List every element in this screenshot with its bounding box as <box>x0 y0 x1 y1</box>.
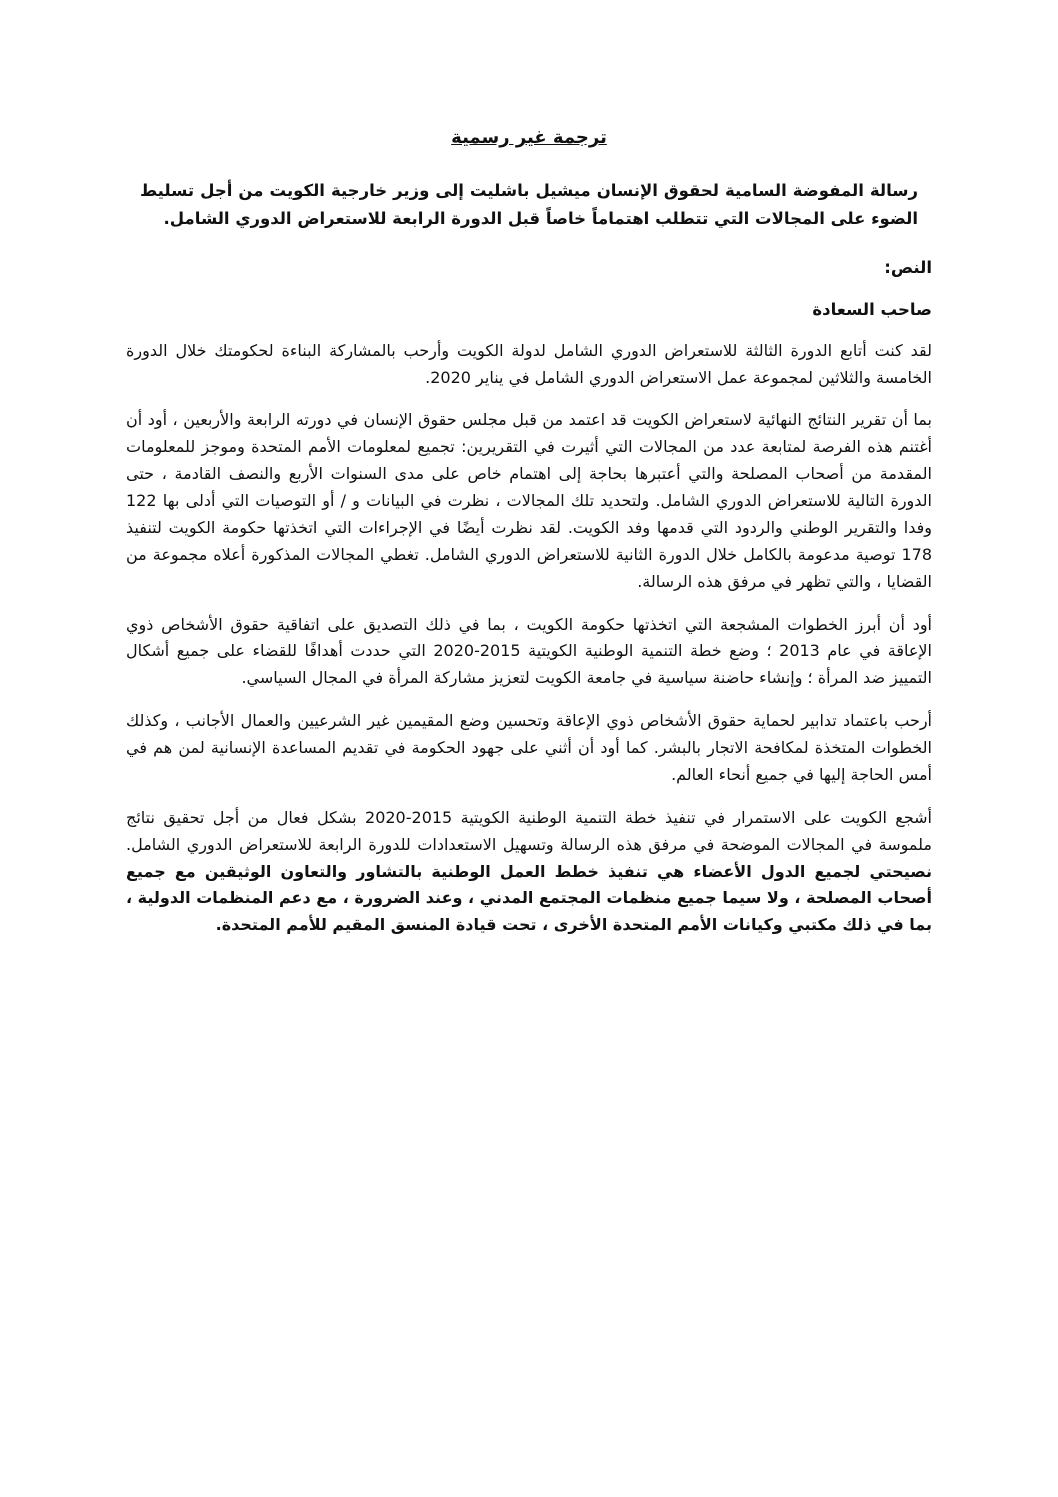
document-heading: رسالة المفوضة السامية لحقوق الإنسان ميشيل باشليت إلى وزير خارجية الكويت من أجل تسليط الضوء على المجالات التي تتطلب اهتماماً خاصاً قبل الدورة الرابعة للاستعراض الدوري الشامل. <box>140 180 918 229</box>
paragraph-5-bold-text: نصيحتي لجميع الدول الأعضاء هي تنفيذ خطط العمل الوطنية بالتشاور والتعاون الوثيقين مع جميع أصحاب المصلحة ، ولا سيما جميع منظمات المجتمع المدني ، وعند الضرورة ، مع دعم المنظمات الدولية ، بما في ذلك مكتبي وكيانات الأمم المتحدة الأخرى ، تحت قيادة المنسق المقيم للأمم المتحدة. <box>126 861 932 935</box>
paragraph-4: أرحب باعتماد تدابير لحماية حقوق الأشخاص ذوي الإعاقة وتحسين وضع المقيمين غير الشرعيين والعمال الأجانب ، وكذلك الخطوات المتخذة لمكافحة الاتجار بالبشر. كما أود أن أثني على جهود الحكومة في تقديم المساعدة الإنسانية لمن هم في أمس الحاجة إليها في جميع أنحاء العالم. <box>126 711 932 784</box>
paragraph-2: بما أن تقرير النتائج النهائية لاستعراض الكويت قد اعتمد من قبل مجلس حقوق الإنسان في دورته الرابعة والأربعين ، أود أن أغتنم هذه الفرصة لمتابعة عدد من المجالات التي أثيرت في التقريرين: تجميع لمعلومات الأمم المتحدة وموجز للمعلومات المقدمة من أصحاب المصلحة والتي أعتبرها بحاجة إلى اهتمام خاص على مدى السنوات الأربع والنصف القادمة ، حتى الدورة التالية للاستعراض الدوري الشامل. ولتحديد تلك المجالات ، نظرت في البيانات و / أو التوصيات التي أدلى بها 122 وفدا والتقرير الوطني والردود التي قدمها وفد الكويت. لقد نظرت أيضًا في الإجراءات التي اتخذتها حكومة الكويت لتنفيذ 178 توصية مدعومة بالكامل خلال الدورة الثانية للاستعراض الدوري الشامل. تغطي المجالات المذكورة أعلاه مجموعة من القضايا ، والتي تظهر في مرفق هذه الرسالة. <box>126 410 932 591</box>
paragraph-5-regular-text: أشجع الكويت على الاستمرار في تنفيذ خطة التنمية الوطنية الكويتية 2015-2020 بشكل فعال من أجل تحقيق نتائج ملموسة في المجالات الموضحة في مرفق هذه الرسالة وتسهيل الاستعدادات للدورة الرابعة للاستعراض الدوري الشامل. <box>126 807 933 854</box>
document-title: ترجمة غير رسمية <box>451 127 607 148</box>
salutation: صاحب السعادة <box>812 299 932 319</box>
paragraph-3: أود أن أبرز الخطوات المشجعة التي اتخذتها حكومة الكويت ، بما في ذلك التصديق على اتفاقية حقوق الأشخاص ذوي الإعاقة في عام 2013 ؛ وضع خطة التنمية الوطنية الكويتية 2015-2020 التي حددت أهدافًا للقضاء على جميع أشكال التمييز ضد المرأة ؛ وإنشاء حاضنة سياسية في جامعة الكويت لتعزيز مشاركة المرأة في المجال السياسي. <box>126 614 932 688</box>
text-label: النص: <box>884 257 932 277</box>
paragraph-1: لقد كنت أتابع الدورة الثالثة للاستعراض الدوري الشامل لدولة الكويت وأرحب بالمشاركة البناءة لحكومتك خلال الدورة الخامسة والثلاثين لمجموعة عمل الاستعراض الدوري الشامل في يناير 2020. <box>126 340 932 387</box>
paragraph-5 <box>126 805 932 939</box>
